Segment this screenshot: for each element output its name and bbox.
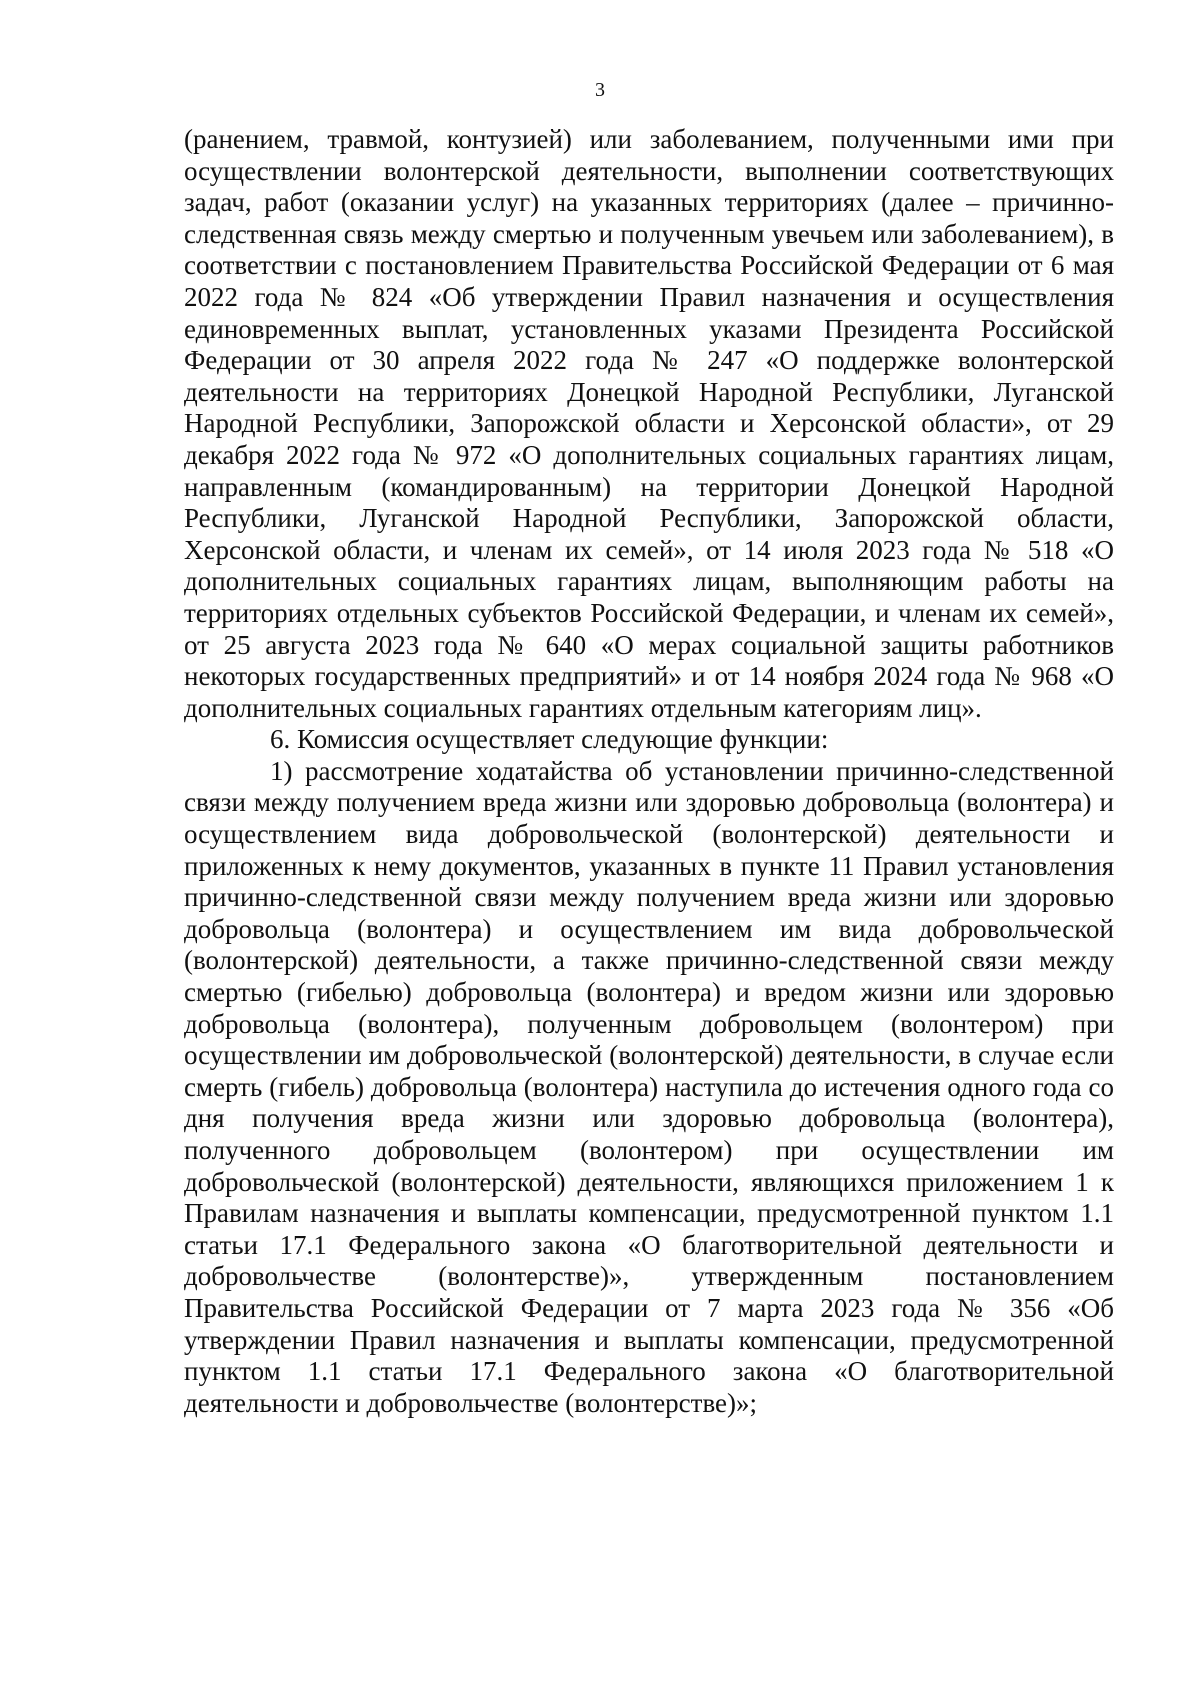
paragraph-item-6: 6. Комиссия осуществляет следующие функции: [270, 724, 829, 755]
paragraph-item-6-1: 1) рассмотрение ходатайства об установлении причинно-следственной связи между получением вреда жизни или здоровью добровольца (волонтера) и осуществлением вида добровольческой (волонтерской) деятельности и приложенных к нему документов, указанных в пункте 11 Правил установления причинно-следственной связи между получением вреда жизни или здоровью добровольца (волонтера) и осуществлением им вида добровольческой (волонтерской) деятельности, а также причинно-следственной связи между смертью (гибелью) добровольца (волонтера) и вредом жизни или здоровью добровольца (волонтера), полученным добровольцем (волонтером) при осуществлении им добровольческой (волонтерской) деятельности, в случае если смерть (гибель) добровольца (волонтера) наступила до истечения одного года со дня получения вреда жизни или здоровью добровольца (волонтера), полученного добровольцем (волонтером) при осуществлении им добровольческой (волонтерской) деятельности, являющихся приложением 1 к Правилам назначения и выплаты компенсации, предусмотренной пунктом 1.1 статьи 17.1 Федерального закона «О благотворительной деятельности и добровольчестве (волонтерстве)», утвержденным постановлением Правительства Российской Федерации от 7 марта 2023 года № 356 «Об утверждении Правил назначения и выплаты компенсации, предусмотренной пунктом 1.1 статьи 17.1 Федерального закона «О благотворительной деятельности и добровольчестве (волонтерстве)»; [184, 755, 1114, 1418]
document-body [184, 124, 1114, 1419]
paragraph-continuation: (ранением, травмой, контузией) или заболеванием, полученными ими при осуществлении волонтерской деятельности, выполнении соответствующих задач, работ (оказании услуг) на указанных территориях (далее – причинно-следственная связь между смертью и полученным увечьем или заболеванием), в соответствии с постановлением Правительства Российской Федерации от 6 мая 2022 года № 824 «Об утверждении Правил назначения и осуществления единовременных выплат, установленных указами Президента Российской Федерации от 30 апреля 2022 года № 247 «О поддержке волонтерской деятельности на территориях Донецкой Народной Республики, Луганской Народной Республики, Запорожской области и Херсонской области», от 29 декабря 2022 года № 972 «О дополнительных социальных гарантиях лицам, направленным (командированным) на территории Донецкой Народной Республики, Луганской Народной Республики, Запорожской области, Херсонской области, и членам их семей», от 14 июля 2023 года № 518 «О дополнительных социальных гарантиях лицам, выполняющим работы на территориях отдельных субъектов Российской Федерации, и членам их семей», от 25 августа 2023 года № 640 «О мерах социальной защиты работников некоторых государственных предприятий» и от 14 ноября 2024 года № 968 «О дополнительных социальных гарантиях отдельным категориям лиц». [184, 124, 1114, 723]
page-number: 3 [595, 79, 605, 101]
